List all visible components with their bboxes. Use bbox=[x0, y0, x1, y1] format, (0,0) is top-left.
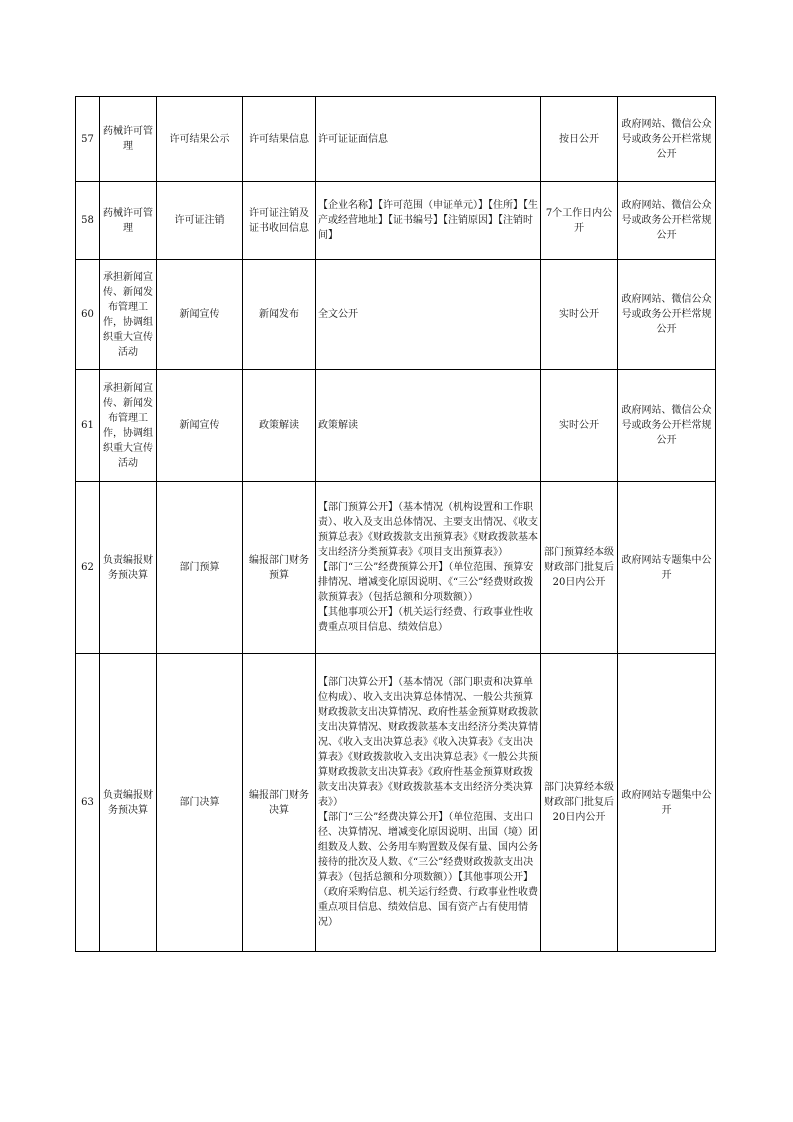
row-number: 60 bbox=[76, 260, 100, 370]
item-name: 负责编报财务预决算 bbox=[100, 482, 157, 654]
disclosure-content bbox=[316, 654, 541, 952]
content-line: 许可证证面信息 bbox=[318, 133, 388, 145]
disclosure-content bbox=[316, 370, 541, 482]
row-number: 61 bbox=[76, 370, 100, 482]
content-line: 【部门预算公开】（基本情况（机构设置和工作职责）、收入及支出总体情况、主要支出情况、《收支预算总表》《财政拨款支出预算表》《财政拨款基本支出经济分类预算表》《项目支出预算表》） bbox=[318, 502, 538, 558]
disclosure-time: 7个工作日内公开 bbox=[541, 182, 618, 260]
row-number: 58 bbox=[76, 182, 100, 260]
subitem-name: 许可证注销 bbox=[157, 182, 243, 260]
disclosure-channel: 政府网站专题集中公开 bbox=[618, 482, 716, 654]
disclosure-channel: 政府网站、微信公众号或政务公开栏常规公开 bbox=[618, 182, 716, 260]
disclosure-time: 实时公开 bbox=[541, 260, 618, 370]
row-number: 57 bbox=[76, 97, 100, 182]
disclosure-basis: 编报部门财务决算 bbox=[243, 654, 316, 952]
subitem-name: 新闻宣传 bbox=[157, 260, 243, 370]
disclosure-table-page bbox=[75, 96, 715, 952]
disclosure-time: 部门决算经本级财政部门批复后20日内公开 bbox=[541, 654, 618, 952]
disclosure-channel: 政府网站、微信公众号或政务公开栏常规公开 bbox=[618, 260, 716, 370]
content-line: 政策解读 bbox=[318, 420, 358, 431]
disclosure-time: 部门预算经本级财政部门批复后20日内公开 bbox=[541, 482, 618, 654]
content-line: 【其他事项公开】（机关运行经费、行政事业性收费重点项目信息、绩效信息） bbox=[318, 607, 533, 633]
subitem-name: 许可结果公示 bbox=[157, 97, 243, 182]
item-name: 药械许可管理 bbox=[100, 182, 157, 260]
row-number: 63 bbox=[76, 654, 100, 952]
subitem-name: 部门预算 bbox=[157, 482, 243, 654]
disclosure-basis: 政策解读 bbox=[243, 370, 316, 482]
row-number: 62 bbox=[76, 482, 100, 654]
content-line: 【部门“三公”经费决算公开】（单位范围、支出口径、决算情况、增减变化原因说明、出国（境）团组数及人数、公务用车购置数及保有量、国内公务接待的批次及人数、《“三公”经费财政拨款支出决算表》（包括总额和分项数额））【其他事项公开】（政府采购信息、机关运行经费、行政事业性收费重点项目信息、绩效信息、国有资产占有使用情况） bbox=[318, 812, 538, 928]
disclosure-table bbox=[75, 96, 716, 952]
disclosure-channel: 政府网站、微信公众号或政务公开栏常规公开 bbox=[618, 97, 716, 182]
table-row bbox=[76, 260, 716, 370]
table-row bbox=[76, 654, 716, 952]
table-row bbox=[76, 370, 716, 482]
table-row bbox=[76, 182, 716, 260]
content-line: 【部门决算公开】（基本情况（部门职责和决算单位构成）、收入支出决算总体情况、一般公共预算财政拨款支出决算情况、政府性基金预算财政拨款支出决算情况、财政拨款基本支出经济分类决算情况、《收入支出决算总表》《收入决算表》《支出决算表》《财政拨款收入支出决算总表》《一般公共预算财政拨款支出决算表》《政府性基金预算财政拨款支出决算表》《财政拨款基本支出经济分类决算表》） bbox=[318, 677, 538, 808]
disclosure-content bbox=[316, 97, 541, 182]
item-name: 承担新闻宣传、新闻发布管理工作，协调组织重大宣传活动 bbox=[100, 370, 157, 482]
subitem-name: 新闻宣传 bbox=[157, 370, 243, 482]
disclosure-content bbox=[316, 182, 541, 260]
disclosure-channel: 政府网站、微信公众号或政务公开栏常规公开 bbox=[618, 370, 716, 482]
disclosure-basis: 新闻发布 bbox=[243, 260, 316, 370]
table-row bbox=[76, 97, 716, 182]
disclosure-basis: 许可结果信息 bbox=[243, 97, 316, 182]
disclosure-content bbox=[316, 260, 541, 370]
disclosure-basis: 许可证注销及证书收回信息 bbox=[243, 182, 316, 260]
disclosure-channel: 政府网站专题集中公开 bbox=[618, 654, 716, 952]
disclosure-content bbox=[316, 482, 541, 654]
content-line: 全文公开 bbox=[318, 309, 358, 320]
subitem-name: 部门决算 bbox=[157, 654, 243, 952]
content-line: 【企业名称】【许可范围（申证单元）】【住所】【生产或经营地址】【证书编号】【注销原因】【注销时间】 bbox=[318, 200, 538, 241]
content-line: 【部门“三公”经费预算公开】（单位范围、预算安排情况、增减变化原因说明、《“三公”经费财政拨款预算表》（包括总额和分项数额）） bbox=[318, 562, 534, 603]
disclosure-time: 按日公开 bbox=[541, 97, 618, 182]
item-name: 承担新闻宣传、新闻发布管理工作，协调组织重大宣传活动 bbox=[100, 260, 157, 370]
table-row bbox=[76, 482, 716, 654]
disclosure-time: 实时公开 bbox=[541, 370, 618, 482]
disclosure-basis: 编报部门财务预算 bbox=[243, 482, 316, 654]
item-name: 负责编报财务预决算 bbox=[100, 654, 157, 952]
item-name: 药械许可管理 bbox=[100, 97, 157, 182]
